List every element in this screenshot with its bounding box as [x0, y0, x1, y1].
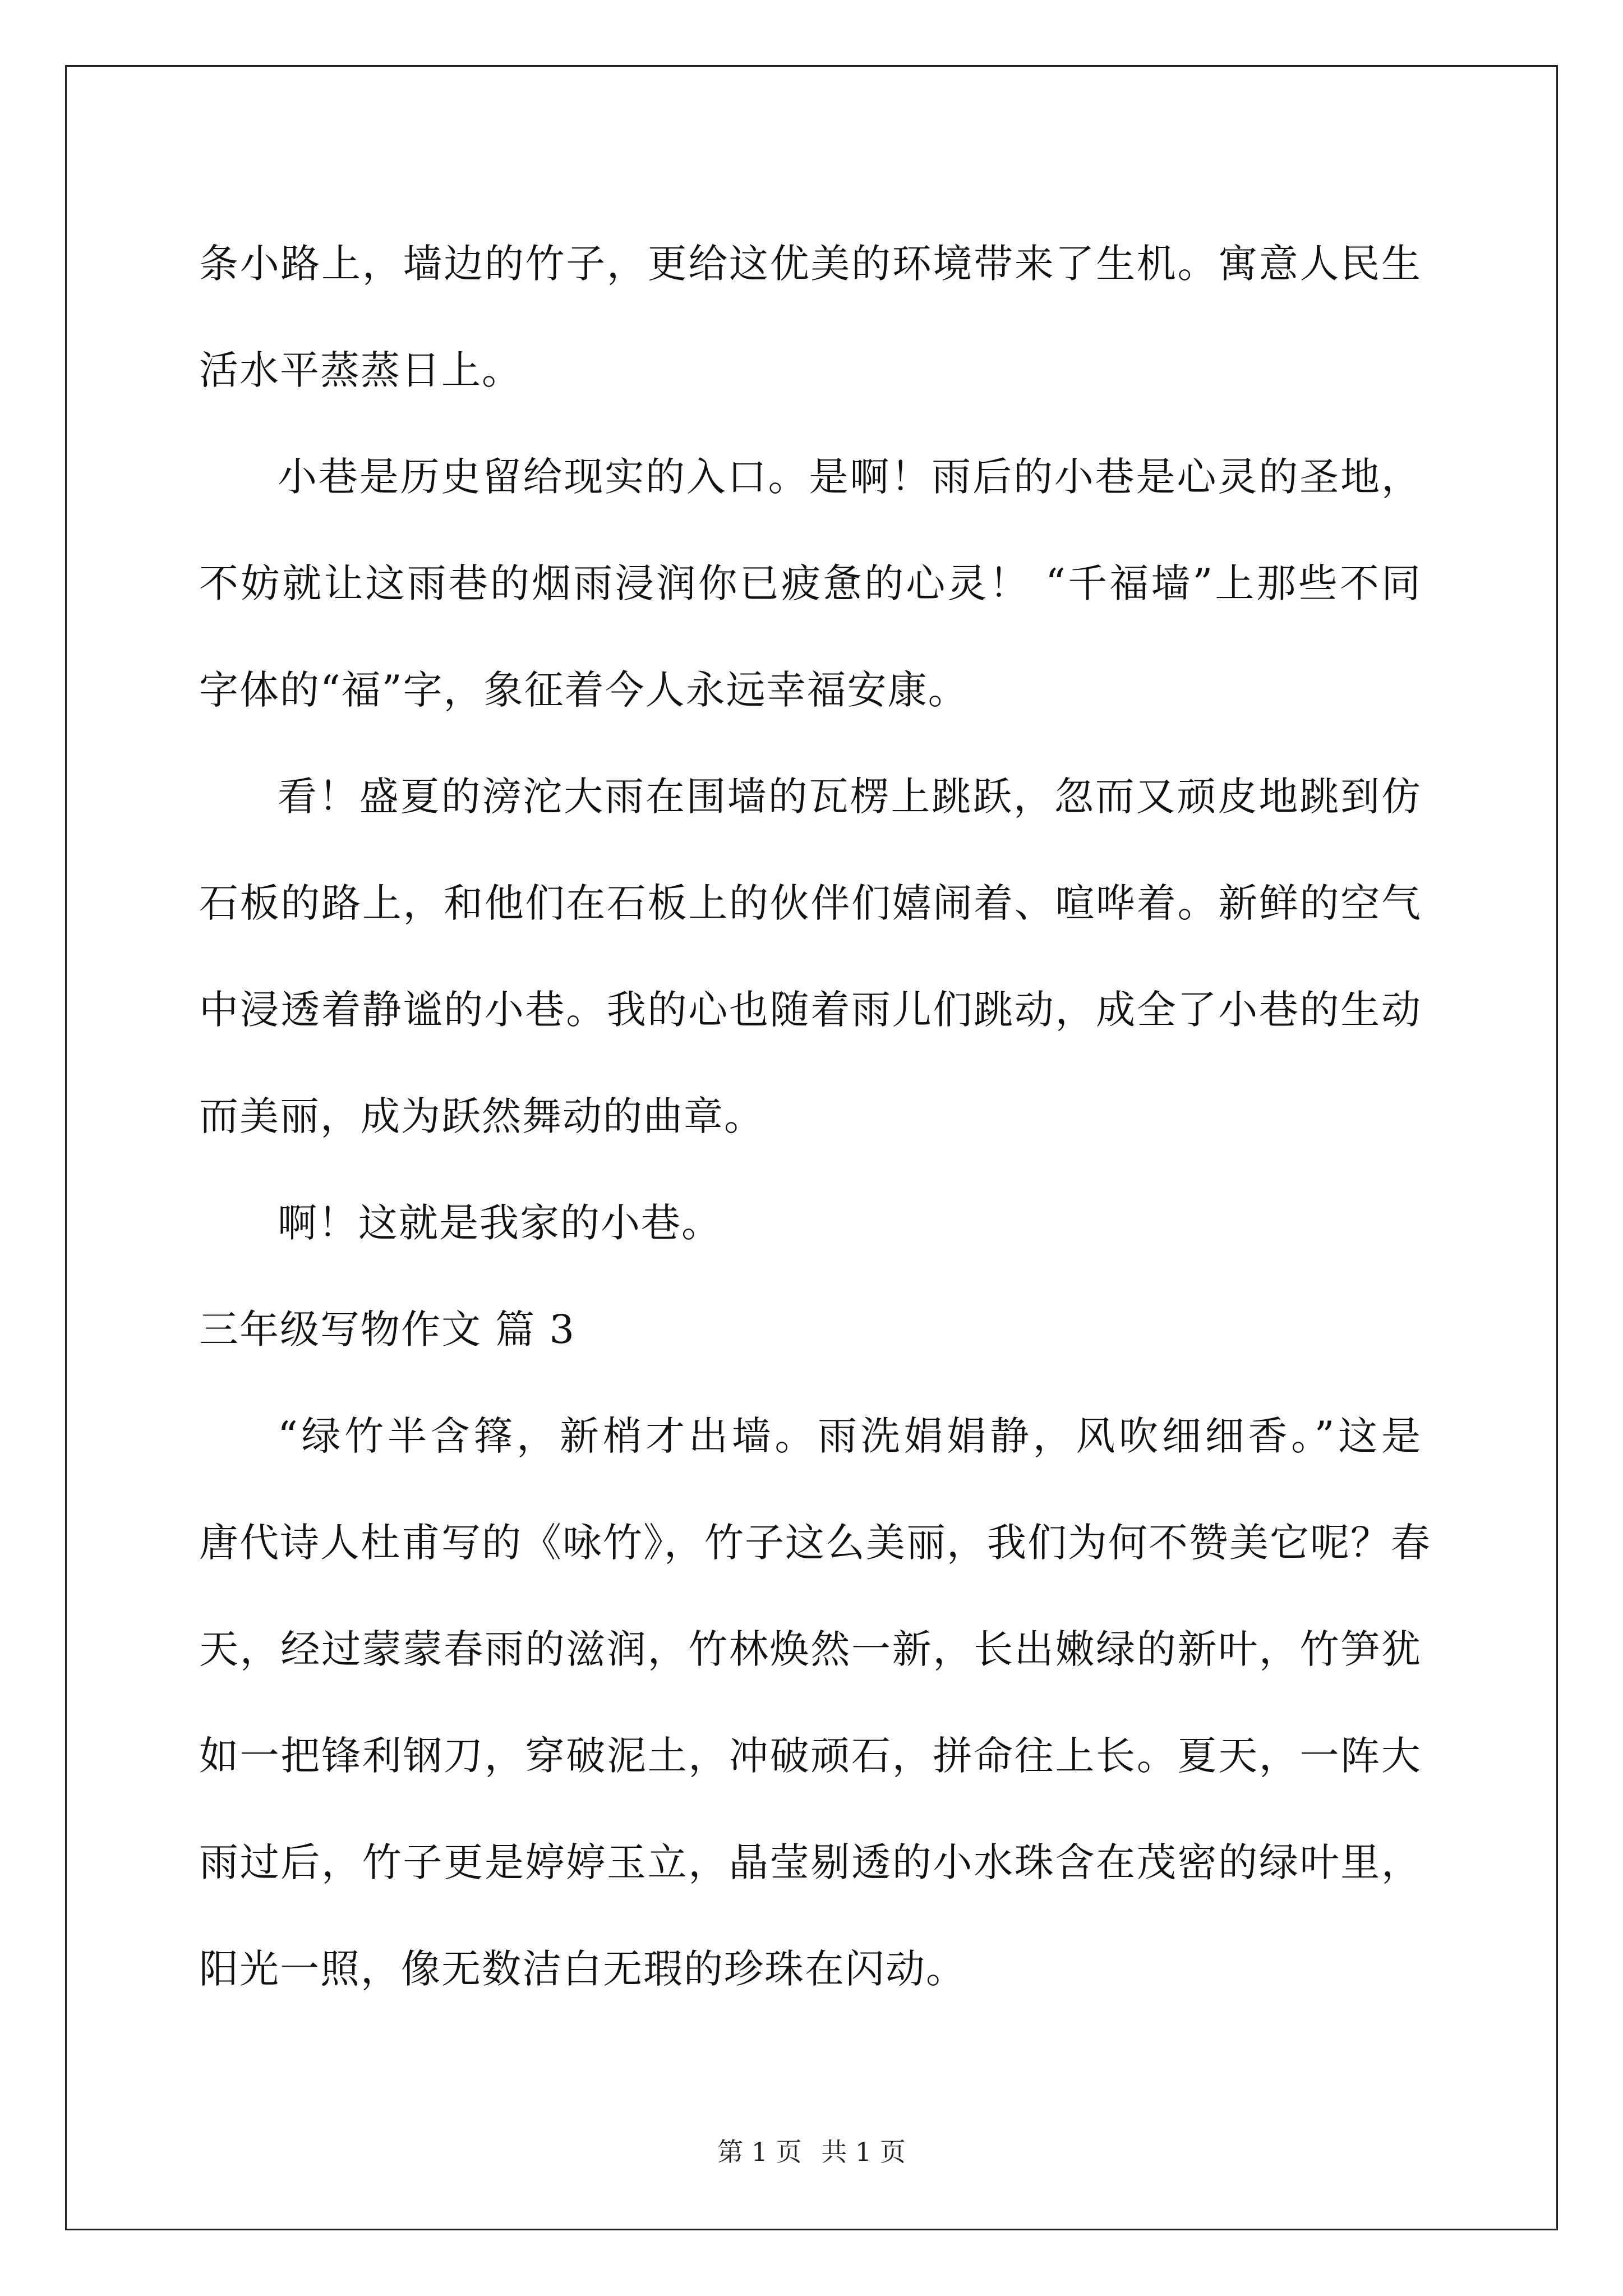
paragraph-start-line: 小巷是历史留给现实的入口。是啊！雨后的小巷是心灵的圣地，: [278, 454, 1422, 500]
section-heading: 三年级写物作文 篇 3: [199, 1306, 576, 1352]
page-footer: [0, 2132, 1623, 2169]
text-line: 不妨就让这雨巷的烟雨浸润你已疲惫的心灵！ “千福墙”上那些不同: [199, 560, 1422, 606]
text-line: 雨过后，竹子更是婷婷玉立，晶莹剔透的小水珠含在茂密的绿叶里，: [199, 1839, 1422, 1885]
page-number: 第 1 页: [717, 2137, 802, 2167]
text-line: 石板的路上，和他们在石板上的伙伴们嬉闹着、喧哗着。新鲜的空气: [199, 880, 1422, 926]
paragraph-start-line: 看！盛夏的滂沱大雨在围墙的瓦楞上跳跃，忽而又顽皮地跳到仿: [278, 774, 1422, 820]
text-line: 阳光一照，像无数洁白无瑕的珍珠在闪动。: [199, 1946, 966, 1992]
text-line: 条小路上，墙边的竹子，更给这优美的环境带来了生机。寓意人民生: [199, 241, 1422, 287]
paragraph-start-line: “绿竹半含箨，新梢才出墙。雨洗娟娟静，风吹细细香。”这是: [278, 1413, 1422, 1459]
document-body: [199, 210, 1431, 2022]
text-line: 字体的“福”字，象征着今人永远幸福安康。: [199, 667, 969, 713]
text-line: 唐代诗人杜甫写的《咏竹》，竹子这么美丽，我们为何不赞美它呢？春: [199, 1520, 1431, 1566]
text-line: 天，经过蒙蒙春雨的滋润，竹林焕然一新，长出嫩绿的新叶，竹笋犹: [199, 1626, 1422, 1672]
page-total: 共 1 页: [821, 2137, 906, 2167]
text-line: 如一把锋利钢刀，穿破泥土，冲破顽石，拼命往上长。夏天，一阵大: [199, 1733, 1422, 1779]
text-line: 而美丽，成为跃然舞动的曲章。: [199, 1093, 764, 1139]
text-line: 中浸透着静谧的小巷。我的心也随着雨儿们跳动，成全了小巷的生动: [199, 987, 1422, 1033]
text-line: 活水平蒸蒸日上。: [199, 347, 522, 393]
paragraph-start-line: 啊！这就是我家的小巷。: [278, 1200, 722, 1246]
